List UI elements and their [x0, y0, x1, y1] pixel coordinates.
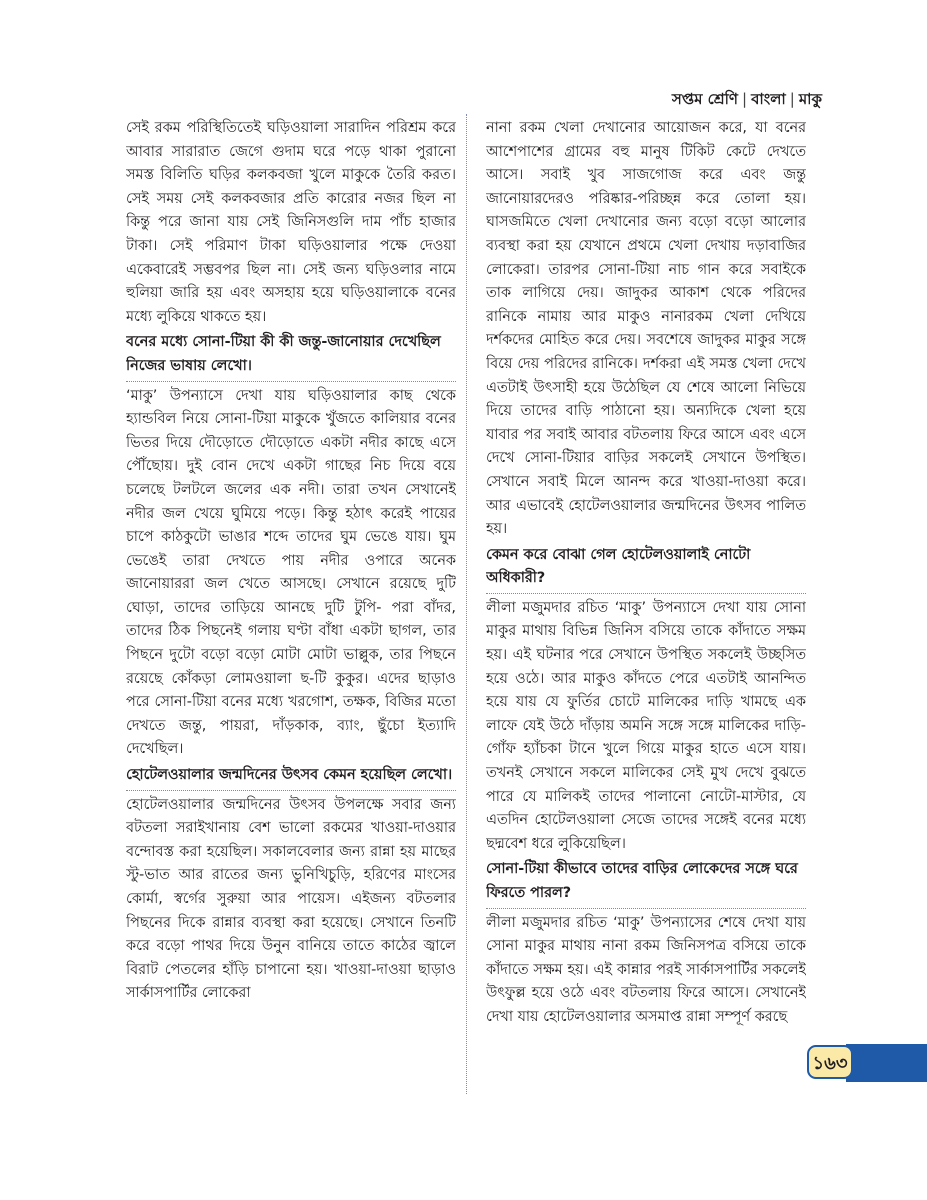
answer-text: ‘মাকু’ উপন্যাসে দেখা যায় ঘড়িওয়ালার কাছ থেকে হ্যান্ডবিল নিয়ে সোনা-টিয়া মাকুকে খুঁজতে কালিয়ার বনের ভিতর দিয়ে দৌড়োতে দৌড়োতে একটা নদীর কাছে এসে পৌঁছোয়। দুই বোন দেখে একটা গাছের নিচ দিয়ে বয়ে চলেছে টলটলে জলের এক নদী। তারা তখন সেখানেই নদীর জল খেয়ে ঘুমিয়ে পড়ে। কিন্তু হঠাৎ করেই পায়ের চাপে কাঠকুটো ভাঙার শব্দে তাদের ঘুম ভেঙে যায়। ঘুম ভেঙেই তারা দেখতে পায় নদীর ওপারে অনেক জানোয়াররা জল খেতে আসছে। সেখানে রয়েছে দুটি ঘোড়া, তাদের তাড়িয়ে আনছে দুটি টুপি- পরা বাঁদর, তাদের ঠিক পিছনেই গলায় ঘণ্টা বাঁধা একটা ছাগল, তার পিছনে দুটো বড়ো বড়ো মোটা মোটা ভাল্লুক, তার পিছনে রয়েছে কোঁকড়া লোমওয়ালা ছ-টি কুকুর। এদের ছাড়াও পরে সোনা-টিয়া বনের মধ্যে খরগোশ, তক্ষক, বিজির মতো দেখতে জন্তু, পায়রা, দাঁড়কাক, ব্যাং, ছুঁচো ইত্যাদি দেখেছিল। [126, 387, 456, 758]
question [486, 858, 806, 908]
answer [126, 794, 456, 1006]
question-text: কেমন করে বোঝা গেল হোটেলওয়ালাই নোটো অধিকারী? [486, 546, 751, 587]
left-column [126, 117, 456, 1097]
answer [486, 912, 806, 1030]
answer [486, 597, 806, 857]
header-class: সপ্তম শ্রেণি [671, 90, 738, 108]
header-subject: বাংলা [751, 90, 786, 108]
answer-text: হোটেলওয়ালার জন্মদিনের উৎসব উপলক্ষে সবার জন্য বটতলা সরাইখানায় বেশ ভালো রকমের খাওয়া-দাওয়ার বন্দোবস্ত করা হয়েছিল। সকালবেলার জন্য রান্না হয় মাছের স্টু-ভাত আর রাতের জন্য ভুনিখিচুড়ি, হরিণের মাংসের কোর্মা, স্বর্গের সুরুয়া আর পায়েস। এইজন্য বটতলার পিছনের দিকে রান্নার ব্যবস্থা করা হয়েছে। সেখানে তিনটি করে বড়ো পাথর দিয়ে উনুন বানিয়ে তাতে কাঠের জ্বালে বিরাট পেতলের হাঁড়ি চাপানো হয়। খাওয়া-দাওয়া ছাড়াও সার্কাসপার্টির লোকেরা [126, 796, 456, 1002]
column-divider [466, 114, 467, 1094]
answer [126, 385, 456, 763]
page-number-bar [846, 1044, 927, 1082]
paragraph: নানা রকম খেলা দেখানোর আয়োজন করে, যা বনের আশেপাশের গ্রামের বহু মানুষ টিকিট কেটে দেখতে আসে। সবাই খুব সাজগোজ করে এবং জন্তু জানোয়ারদেরও পরিষ্কার-পরিচ্ছন্ন করে তোলা হয়। ঘাসজমিতে খেলা দেখানোর জন্য বড়ো বড়ো আলোর ব্যবস্থা করা হয় যেখানে প্রথমে খেলা দেখায় দড়াবাজির লোকেরা। তারপর সোনা-টিয়া নাচ গান করে সবাইকে তাক লাগিয়ে দেয়। জাদুকর আকাশ থেকে পরিদের রানিকে নামায় আর মাকুও নানারকম খেলা দেখিয়ে দর্শকদের মোহিত করে দেয়। সবশেষে জাদুকর মাকুর সঙ্গে বিয়ে দেয় পরিদের রানিকে। দর্শকরা এই সমস্ত খেলা দেখে এতটাই উৎসাহী হয়ে উঠেছিল যে শেষে আলো নিভিয়ে দিয়ে তাদের বাড়ি পাঠানো হয়। অন্যদিকে খেলা হয়ে যাবার পর সবাই আবার বটতলায় ফিরে আসে এবং এসে দেখে সোনা-টিয়ার বাড়ির সকলেই সেখানে উপস্থিত। সেখানে সবাই মিলে আনন্দ করে খাওয়া-দাওয়া করে। আর এভাবেই হোটেলওয়ালার জন্মদিনের উৎসব পালিত হয়। [486, 120, 806, 538]
question [126, 764, 456, 791]
answer-text: লীলা মজুমদার রচিত ‘মাকু’ উপন্যাসে দেখা যায় সোনা মাকুর মাথায় বিভিন্ন জিনিস বসিয়ে তাকে কাঁদাতে সক্ষম হয়। এই ঘটনার পরে সেখানে উপস্থিত সকলেই উচ্ছসিত হয়ে ওঠে। আর মাকুও কাঁদতে পেরে এতটাই আনন্দিত হয়ে যায় যে ফুর্তির চোটে মালিকের দাড়ি খামছে এক লাফে যেই উঠে দাঁড়ায় অমনি সঙ্গে সঙ্গে মালিকের দাড়ি-গোঁফ হ্যাঁচকা টানে খুলে গিয়ে মাকুর হাতে এসে যায়। তখনই সেখানে সকলে মালিকের সেই মুখ দেখে বুঝতে পারে যে মালিকই তাদের পালানো নোটো-মাস্টার, যে এতদিন হোটেলওয়ালা সেজে তাদের সঙ্গেই বনের মধ্যে ছদ্মবেশ ধরে লুকিয়েছিল। [486, 599, 806, 852]
page-header [672, 88, 822, 113]
page-number: ১৬৩ [807, 1045, 853, 1079]
header-separator: | [742, 90, 748, 108]
question-text: সোনা-টিয়া কীভাবে তাদের বাড়ির লোকেদের সঙ্গে ঘরে ফিরতে পারল? [486, 861, 798, 901]
question-text: হোটেলওয়ালার জন্মদিনের উৎসব কেমন হয়েছিল লেখো। [126, 767, 453, 784]
answer-text: লীলা মজুমদার রচিত ‘মাকু’ উপন্যাসের শেষে দেখা যায় সোনা মাকুর মাথায় নানা রকম জিনিসপত্র বসিয়ে তাকে কাঁদাতে সক্ষম হয়। এই কান্নার পরই সার্কাসপার্টির সকলেই উৎফুল্ল হয়ে ওঠে এবং বটতলায় ফিরে আসে। সেখানেই দেখা যায় হোটেলওয়ালার অসমাপ্ত রান্না সম্পূর্ণ করছে [486, 914, 806, 1025]
header-separator: | [789, 90, 795, 108]
question-text: বনের মধ্যে সোনা-টিয়া কী কী জন্তু-জানোয়ার দেখেছিল নিজের ভাষায় লেখো। [126, 334, 441, 374]
question [126, 331, 456, 381]
question [486, 544, 806, 594]
paragraph: সেই রকম পরিস্থিতিতেই ঘড়িওয়ালা সারাদিন পরিশ্রম করে আবার সারারাত জেগে গুদাম ঘরে পড়ে থাকা পুরানো সমস্ত বিলিতি ঘড়ির কলকবজা খুলে মাকুকে তৈরি করত। সেই সময় সেই কলকবজার প্রতি কারোর নজর ছিল না কিন্তু পরে জানা যায় সেই জিনিসগুলি দাম পাঁচ হাজার টাকা। সেই পরিমাণ টাকা ঘড়িওয়ালার পক্ষে দেওয়া একেবারেই সম্ভবপর ছিল না। সেই জন্য ঘড়িওলার নামে হুলিয়া জারি হয় এবং অসহায় হয়ে ঘড়িওয়ালাকে বনের মধ্যে লুকিয়ে থাকতে হয়। [126, 120, 456, 325]
right-column [486, 117, 806, 1097]
header-book: মাকু [798, 90, 822, 108]
